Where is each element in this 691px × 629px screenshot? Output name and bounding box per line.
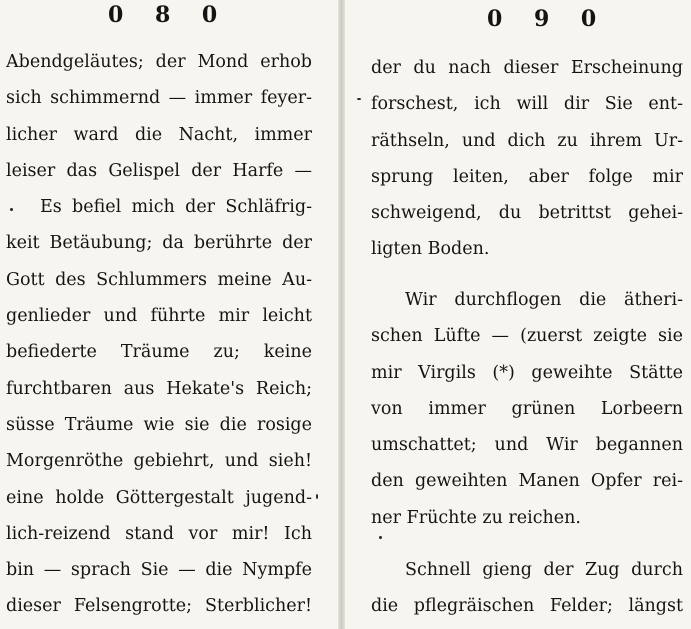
text-line: licher ward die Nacht, immer	[6, 124, 312, 145]
text-line: sprung leiten, aber folge mir	[371, 166, 683, 187]
text-line: keit Betäubung; da berührte der	[6, 233, 312, 254]
text-line: bin — sprach Sie — die Nympfe	[6, 560, 312, 581]
ink-speck	[316, 494, 318, 499]
right-paragraph-1	[371, 50, 683, 268]
left-page	[0, 0, 338, 629]
ink-speck	[379, 536, 382, 539]
book-gutter	[338, 0, 345, 629]
text-line: genlieder und führte mir leicht	[6, 306, 312, 327]
text-line: lich-reizend stand vor mir! Ich	[6, 523, 312, 544]
ink-speck	[10, 208, 13, 211]
text-line: süsse Träume wie sie die rosige	[6, 414, 312, 435]
text-line: dieser Felsengrotte; Sterblicher!	[6, 596, 312, 617]
right-page	[345, 0, 691, 629]
text-line: ner Früchte zu reichen.	[371, 507, 581, 528]
page-number-right: 0 9 0	[487, 6, 609, 32]
text-line: sich schimmernd — immer feyer-	[6, 88, 312, 109]
text-line: umschattet; und Wir begannen	[371, 435, 683, 456]
text-line: schweigend, du betrittst gehei-	[371, 203, 683, 224]
text-line: leiser das Gelispel der Harfe —	[6, 160, 312, 181]
text-line: Morgenröthe gebiehrt, und sieh!	[6, 451, 312, 472]
text-line: schen Lüfte — (zuerst zeigte sie	[371, 326, 683, 347]
text-line: der du nach dieser Erscheinung	[371, 58, 683, 78]
text-line: räthseln, und dich zu ihrem Ur-	[371, 130, 683, 151]
text-line: Abendgeläutes; der Mond erhob	[6, 52, 312, 72]
ink-speck	[357, 98, 361, 100]
text-line: furchtbaren aus Hekate's Reich;	[6, 378, 312, 399]
text-line: mir Virgils (*) geweihte Stätte	[371, 362, 683, 383]
text-line: von immer grünen Lorbeern	[371, 398, 683, 419]
text-line: Wir durchflogen die ätheri-	[405, 290, 683, 310]
text-line: Gott des Schlummers meine Au-	[6, 269, 312, 290]
text-line: ligten Boden.	[371, 239, 490, 260]
text-line: den geweihten Manen Opfer rei-	[371, 471, 683, 492]
text-line: die pflegräischen Felder; längst	[371, 596, 683, 617]
text-line: forschest, ich will dir Sie ent-	[371, 94, 683, 115]
page-number-left: 0 8 0	[108, 2, 230, 28]
right-paragraph-2	[371, 282, 683, 536]
text-line: eine holde Göttergestalt jugend-	[6, 487, 312, 508]
right-paragraph-3	[371, 552, 683, 625]
text-line: Schnell gieng der Zug durch	[405, 560, 683, 580]
text-line: befiederte Träume zu; keine	[6, 342, 312, 363]
text-line: Es befiel mich der Schläfrig-	[40, 197, 312, 218]
left-page-text	[6, 44, 312, 625]
